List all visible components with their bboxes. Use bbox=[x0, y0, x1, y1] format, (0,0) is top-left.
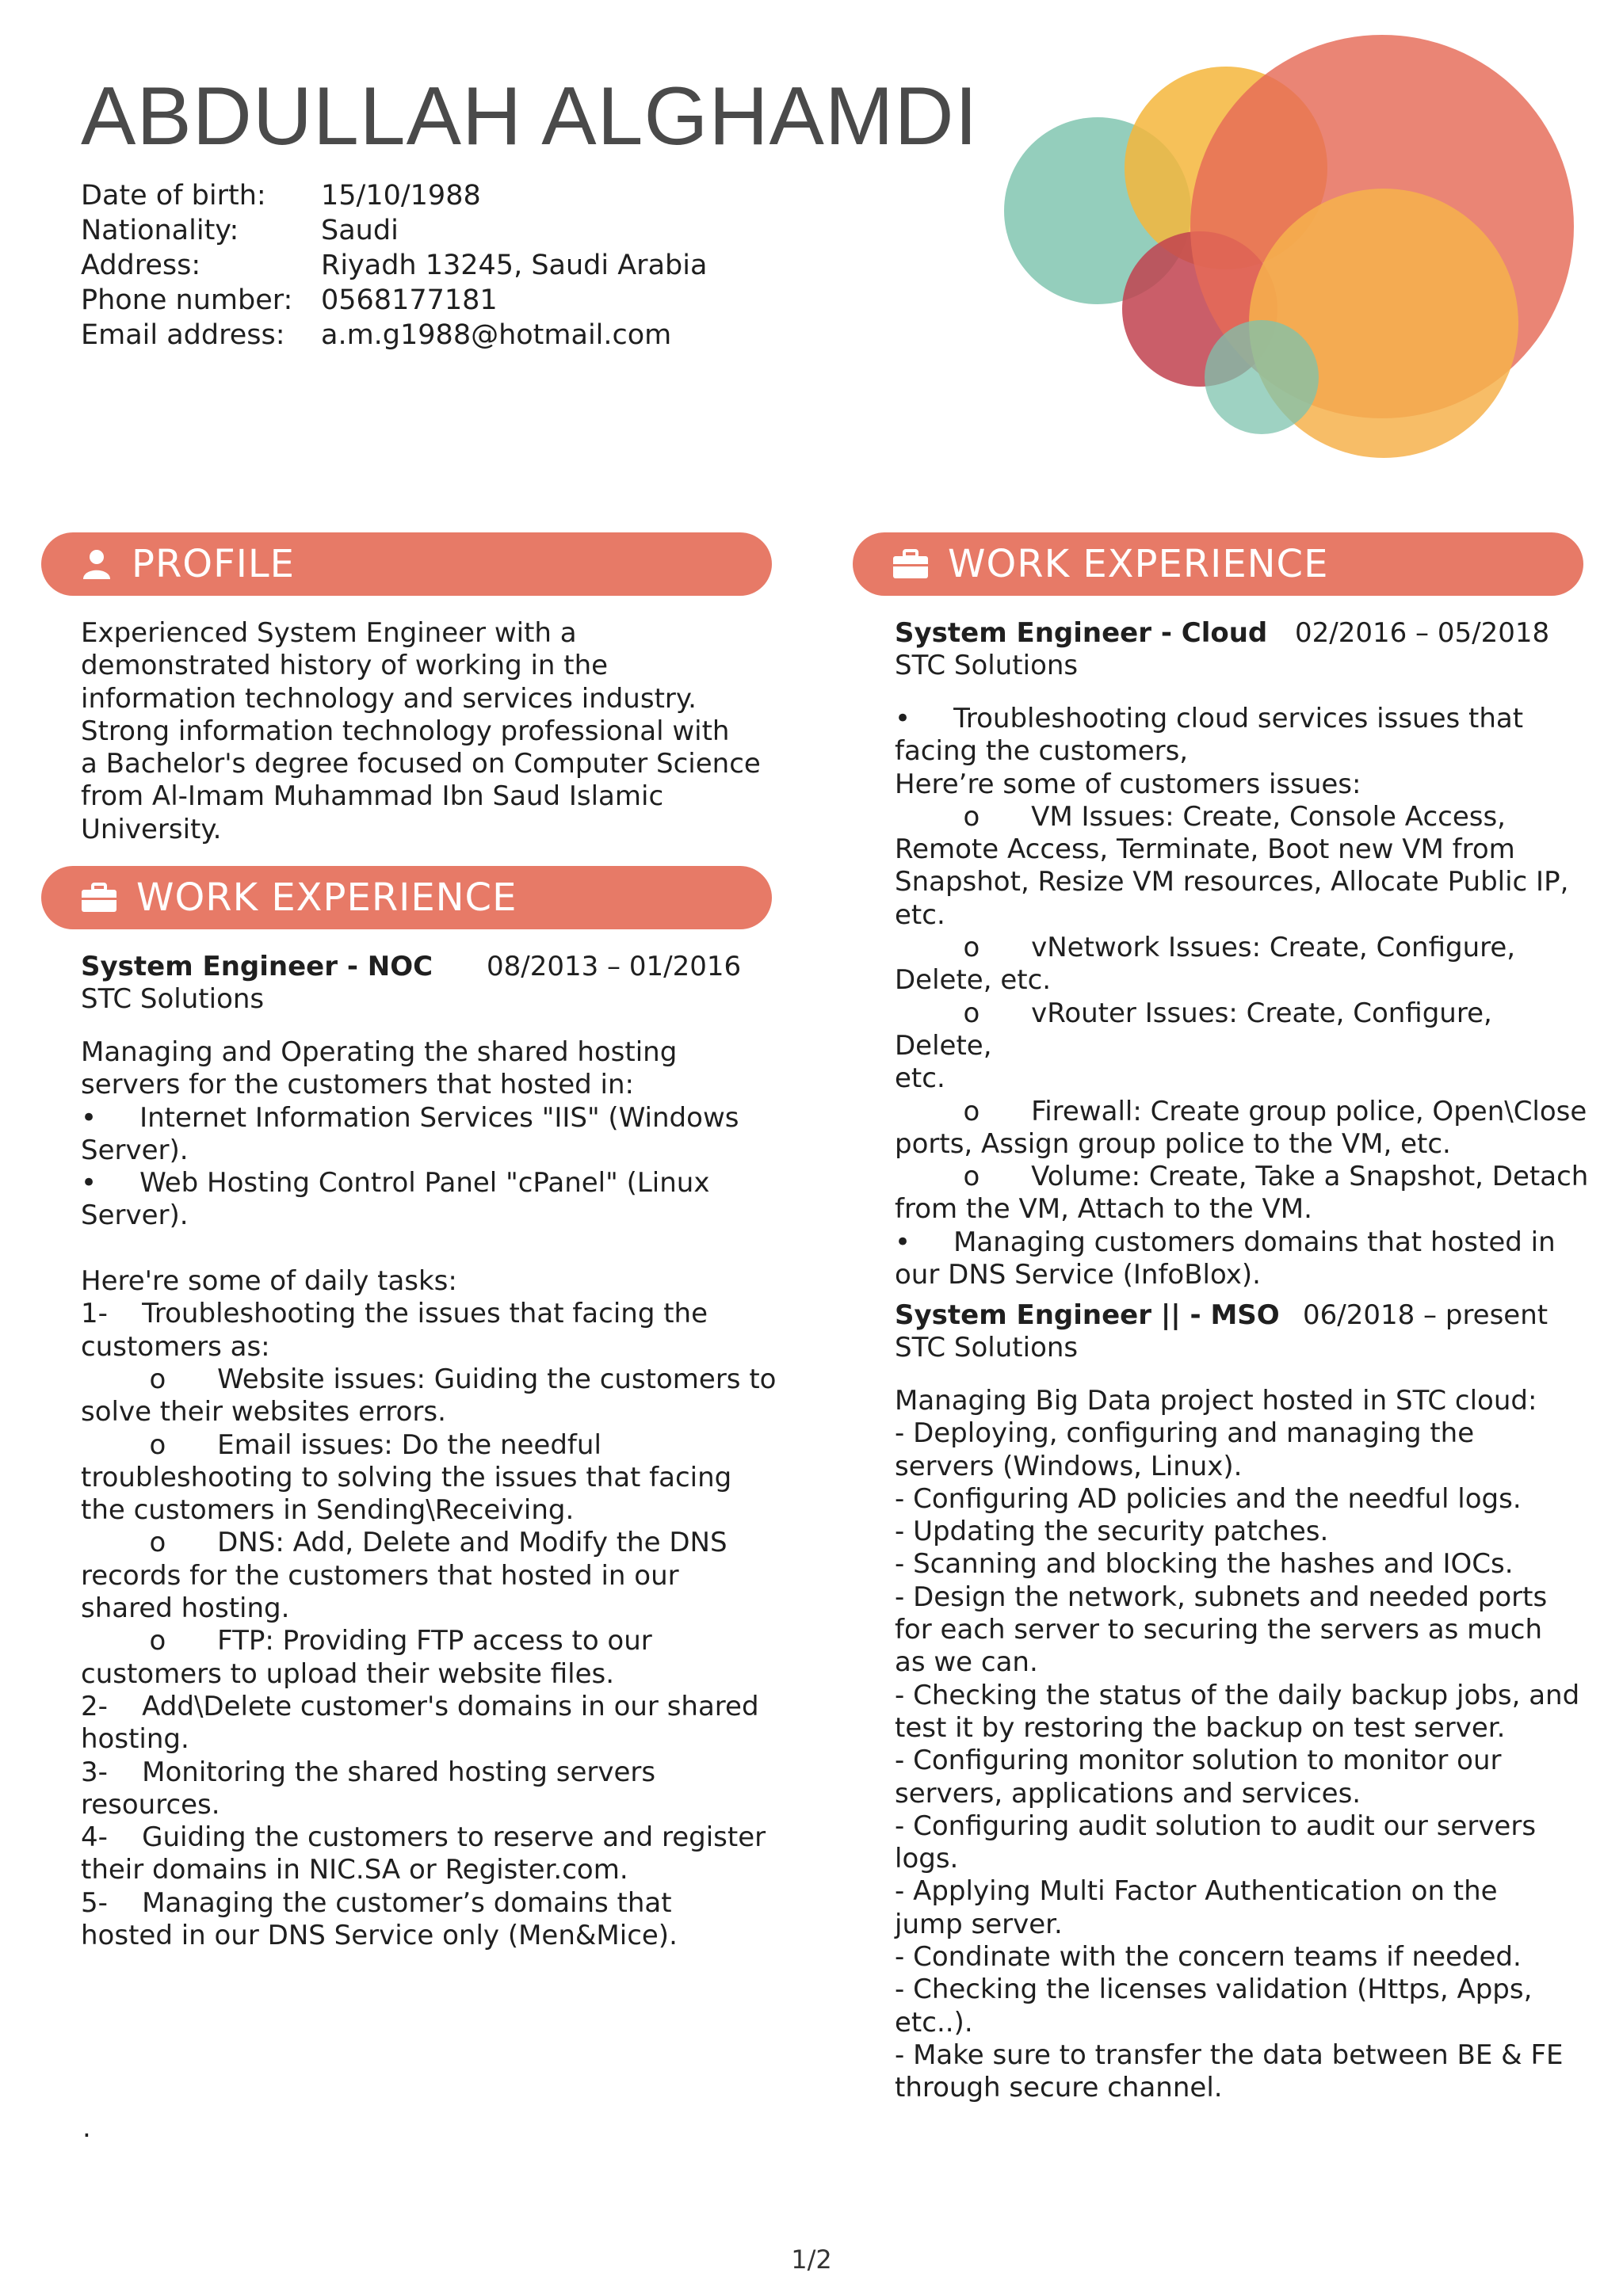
job-title-text: System Engineer || - MSO bbox=[895, 1299, 1280, 1331]
job-dates-noc: 08/2013 – 01/2016 bbox=[487, 951, 742, 982]
company-cloud: STC Solutions bbox=[895, 650, 1079, 681]
job-dates-mso: 06/2018 – present bbox=[1303, 1299, 1549, 1331]
contact-label: Phone number: bbox=[81, 284, 293, 316]
contact-value: 15/10/1988 bbox=[321, 180, 481, 212]
contact-label: Date of birth: bbox=[81, 180, 266, 212]
job-title-text: System Engineer - NOC bbox=[81, 951, 433, 982]
profile-summary: Experienced System Engineer with a demonstrated history of working in the information technology and services industry. Strong information technology professional with a Bachelor's degree focused on Computer Science from Al-Imam Muhammad Ibn Saud Islamic University. bbox=[81, 617, 761, 845]
contact-row-address bbox=[81, 248, 707, 283]
job-title-text: System Engineer - Cloud bbox=[895, 617, 1268, 649]
contact-label: Email address: bbox=[81, 319, 285, 351]
profile-banner bbox=[41, 532, 772, 596]
job-description-cloud: • Troubleshooting cloud services issues that facing the customers, Here’re some of customers issues: o VM Issues: Create, Console Access, Remote Access, Terminate, Boot new VM from Snapshot, Resize VM resources, Allocate Public IP, etc. o vNetwork Issues: Create, Configure, Delete, etc. o vRouter Issues: Create, Configure, Delete, etc. o Firewall: Create group police, Open\Close ports, Assign group police to the VM, etc. o Volume: Create, Take a Snapshot, Detach from the VM, Attach to the VM. • Managing customers domains that hosted in our DNS Service (InfoBlox). bbox=[895, 703, 1589, 1291]
profile-heading: PROFILE bbox=[132, 542, 295, 586]
job-dates-cloud: 02/2016 – 05/2018 bbox=[1295, 617, 1550, 649]
contact-value: Saudi bbox=[321, 215, 399, 246]
bubble-teal-small bbox=[1205, 320, 1319, 434]
company-noc: STC Solutions bbox=[81, 983, 265, 1015]
job-description-noc: Managing and Operating the shared hosting servers for the customers that hosted in: • Internet Information Services "IIS" (Windows Server). • Web Hosting Control Panel "cPanel" (Linux Server). Here're some of daily tasks: 1- Troubleshooting the issues that facing the customers as: o Website issues: Guiding the customers to solve their websites errors. o Email issues: Do the needful troubleshooting to solving the issues that facing the customers in Sending\Receiving. o DNS: Add, Delete and Modify the DNS records for the customers that hosted in our shared hosting. o FTP: Providing FTP access to our customers to upload their website files. 2- Add\Delete customer's domains in our shared hosting. 3- Monitoring the shared hosting servers resources. 4- Guiding the customers to reserve and register their domains in NIC.SA or Register.com. 5- Managing the customer’s domains that hosted in our DNS Service only (Men&Mice). bbox=[81, 1036, 777, 1952]
job-title-cloud bbox=[895, 617, 1267, 650]
page-number: 1/2 bbox=[791, 2245, 832, 2275]
briefcase-icon bbox=[81, 883, 117, 913]
contact-value: Riyadh 13245, Saudi Arabia bbox=[321, 250, 708, 281]
company-mso: STC Solutions bbox=[895, 1332, 1079, 1363]
candidate-name: ABDULLAH ALGHAMDI bbox=[81, 71, 979, 162]
contact-label: Address: bbox=[81, 250, 201, 281]
contact-row-nationality bbox=[81, 213, 707, 248]
contact-label: Nationality: bbox=[81, 215, 239, 246]
decorative-bubbles bbox=[983, 32, 1585, 475]
contact-row-email bbox=[81, 318, 707, 353]
contact-row-dob bbox=[81, 178, 707, 213]
briefcase-icon bbox=[892, 549, 929, 579]
person-icon bbox=[81, 548, 113, 580]
work-experience-banner-left bbox=[41, 866, 772, 929]
contact-row-phone bbox=[81, 283, 707, 318]
trailing-dot: . bbox=[82, 2112, 91, 2144]
job-title-mso bbox=[895, 1299, 1280, 1332]
contact-details bbox=[81, 178, 707, 353]
work-experience-heading: WORK EXPERIENCE bbox=[136, 875, 517, 920]
contact-value: 0568177181 bbox=[321, 284, 498, 316]
job-title-noc bbox=[81, 951, 433, 983]
work-experience-heading: WORK EXPERIENCE bbox=[948, 542, 1329, 586]
contact-value[interactable]: a.m.g1988@hotmail.com bbox=[321, 319, 672, 351]
work-experience-banner-right bbox=[853, 532, 1583, 596]
job-description-mso: Managing Big Data project hosted in STC cloud: - Deploying, configuring and managing the servers (Windows, Linux). - Configuring AD policies and the needful logs. - Updating the security patches. - Scanning and blocking the hashes and IOCs. - Design the network, subnets and needed ports for each server to securing the servers as much as we can. - Checking the status of the daily backup jobs, and test it by restoring the backup on test server. - Configuring monitor solution to monitor our servers, applications and services. - Configuring audit solution to audit our servers logs. - Applying Multi Factor Authentication on the jump server. - Condinate with the concern teams if needed. - Checking the licenses validation (Https, Apps, etc..). - Make sure to transfer the data between BE & FE through secure channel. bbox=[895, 1385, 1580, 2104]
